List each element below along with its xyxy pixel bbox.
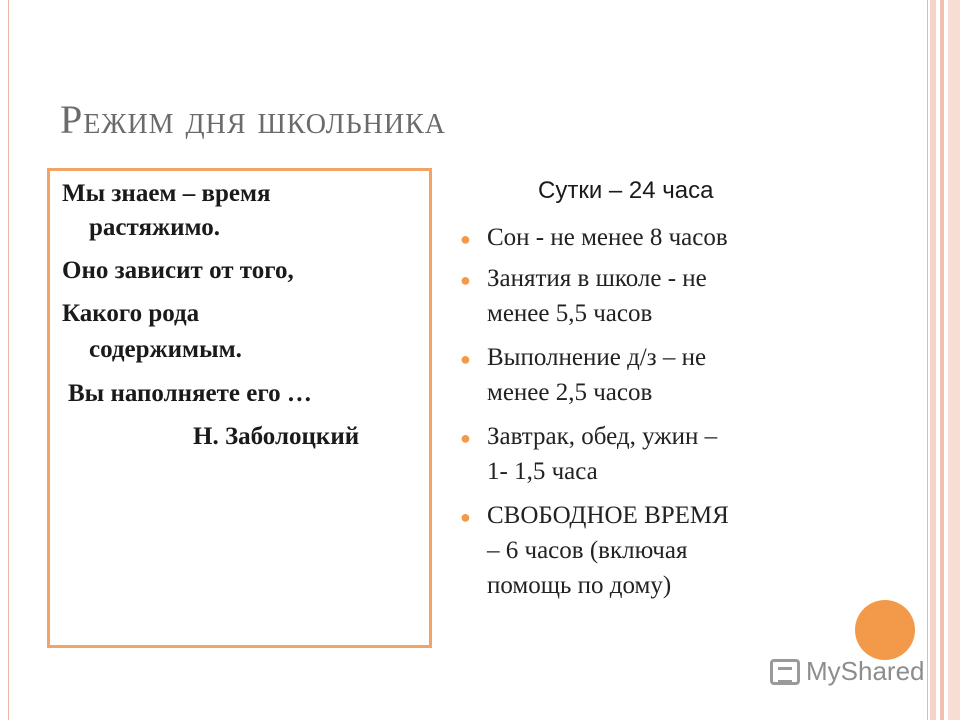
bullet-icon: ● [460, 349, 471, 369]
logo-icon [770, 659, 800, 685]
schedule-item: менее 5,5 часов [487, 300, 653, 327]
quote-line: содержимым. [89, 336, 242, 363]
schedule-item: СВОБОДНОЕ ВРЕМЯ [487, 502, 729, 529]
schedule-item: 1- 1,5 часа [487, 458, 598, 485]
schedule-item: Занятия в школе - не [487, 265, 707, 292]
quote-line: Вы наполняете его … [68, 380, 312, 407]
quote-line: растяжимо. [89, 214, 220, 241]
schedule-heading: Сутки – 24 часа [538, 177, 714, 204]
decor-circle [855, 600, 915, 660]
quote-line: Какого рода [62, 300, 200, 327]
watermark-logo [770, 656, 925, 687]
quote-line: Мы знаем – время [62, 180, 271, 207]
slide-title: Режим дня школьника [60, 97, 447, 142]
schedule-item: Выполнение д/з – не [487, 344, 707, 371]
schedule-item: – 6 часов (включая [487, 537, 688, 564]
watermark-text: MyShared [806, 656, 925, 686]
decor-stripe [948, 0, 960, 720]
bullet-icon: ● [460, 229, 471, 249]
decor-stripe [940, 0, 944, 720]
decor-stripe [930, 0, 936, 720]
schedule-item: менее 2,5 часов [487, 379, 653, 406]
schedule-item: помощь по дому) [487, 572, 672, 599]
quote-line: Оно зависит от того, [62, 257, 294, 284]
schedule-item: Завтрак, обед, ужин – [487, 423, 718, 450]
quote-author: Н. Заболоцкий [193, 423, 360, 450]
schedule-item: Сон - не менее 8 часов [487, 224, 728, 251]
bullet-icon: ● [460, 507, 471, 527]
bullet-icon: ● [460, 428, 471, 448]
bullet-icon: ● [460, 270, 471, 290]
